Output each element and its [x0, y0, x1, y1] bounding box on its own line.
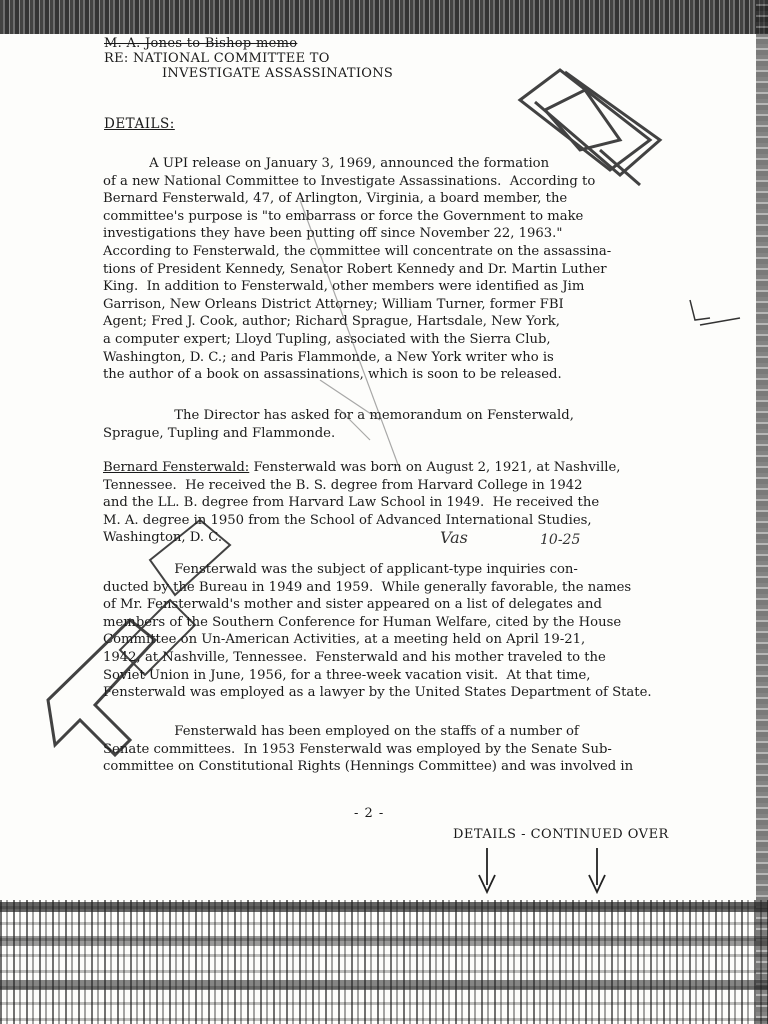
- paragraph-director-request: The Director has asked for a memorandum on Fensterwald, Sprague, Tupling and Flammonde.: [103, 408, 574, 441]
- paragraph-fensterwald-bio: [103, 459, 703, 547]
- memo-to-line: M. A. Jones to Bishop memo: [104, 36, 298, 51]
- scan-band-3: [0, 980, 768, 990]
- memo-re-line: RE: NATIONAL COMMITTEE TO: [104, 51, 330, 66]
- handwritten-note-2: 10-25: [540, 532, 581, 548]
- subject-name-label: Bernard Fensterwald:: [103, 460, 250, 475]
- scan-edge-right: [756, 0, 768, 1024]
- memo-header: [104, 36, 393, 81]
- bio-text: Fensterwald was born on August 2, 1921, at Nashville, Tennessee. He received the B. S. degree from Harvard College in 1942 and the LL. B. degree from Harvard Law School in 1949. He received the M. A. degree in 1950 from the School of Advanced International Studies, Washington, D. C.: [103, 460, 621, 546]
- scan-band-1: [0, 902, 768, 912]
- paragraph-upi-release: A UPI release on January 3, 1969, announced the formation of a new National Committee to Investigate Assassinations. According to Bernard Fensterwald, 47, of Arlington, Virginia, a board member, the committee's purpose is "to embarrass or force the Government to make investigations they have been putting off since November 22, 1963." According to Fensterwald, the committee will concentrate on the assassina- tions of President Kennedy, Senator Robert Kennedy and Dr. Martin Luther King. In addition to Fensterwald, other members were identified as Jim Garrison, New Orleans District Attorney; William Turner, former FBI Agent; Fred J. Cook, author; Richard Sprague, Hartsdale, New York, a computer expert; Lloyd Tupling, associated with the Sierra Club, Washington, D. C.; and Paris Flammonde, a New York writer who is the author of a book on assassinations, which is soon to be released.: [103, 156, 612, 383]
- continued-notice: DETAILS - CONTINUED OVER: [453, 827, 669, 842]
- scan-band-2: [0, 936, 768, 946]
- scan-edge-bottom: [0, 900, 768, 1024]
- memo-re-subline: INVESTIGATE ASSASSINATIONS: [162, 66, 394, 81]
- scan-edge-top: [0, 0, 768, 34]
- paragraph-applicant-inquiries: Fensterwald was the subject of applicant-type inquiries con- ducted by the Bureau in 1949 and 1959. While generally favorable, the names of Mr. Fensterwald's mother and sister appeared on a list of delegates and members of the Southern Conference for Human Welfare, cited by the House Committee on Un-American Activities, at a meeting held on April 19-21, 1942, at Nashville, Tennessee. Fensterwald and his mother traveled to the Soviet Union in June, 1956, for a three-week vacation visit. At that time, Fensterwald was employed as a lawyer by the United States Department of State.: [103, 562, 652, 701]
- paragraph-senate-staff: Fensterwald has been employed on the staffs of a number of Senate committees. In 1953 Fensterwald was employed by the Senate Sub- committee on Constitutional Rights (Hennings Committee) and was involved in: [103, 724, 634, 775]
- page-number: - 2 -: [354, 806, 385, 821]
- details-heading: DETAILS:: [104, 116, 175, 132]
- handwritten-arrows: [479, 848, 605, 892]
- handwritten-note-1: Vas: [440, 528, 468, 547]
